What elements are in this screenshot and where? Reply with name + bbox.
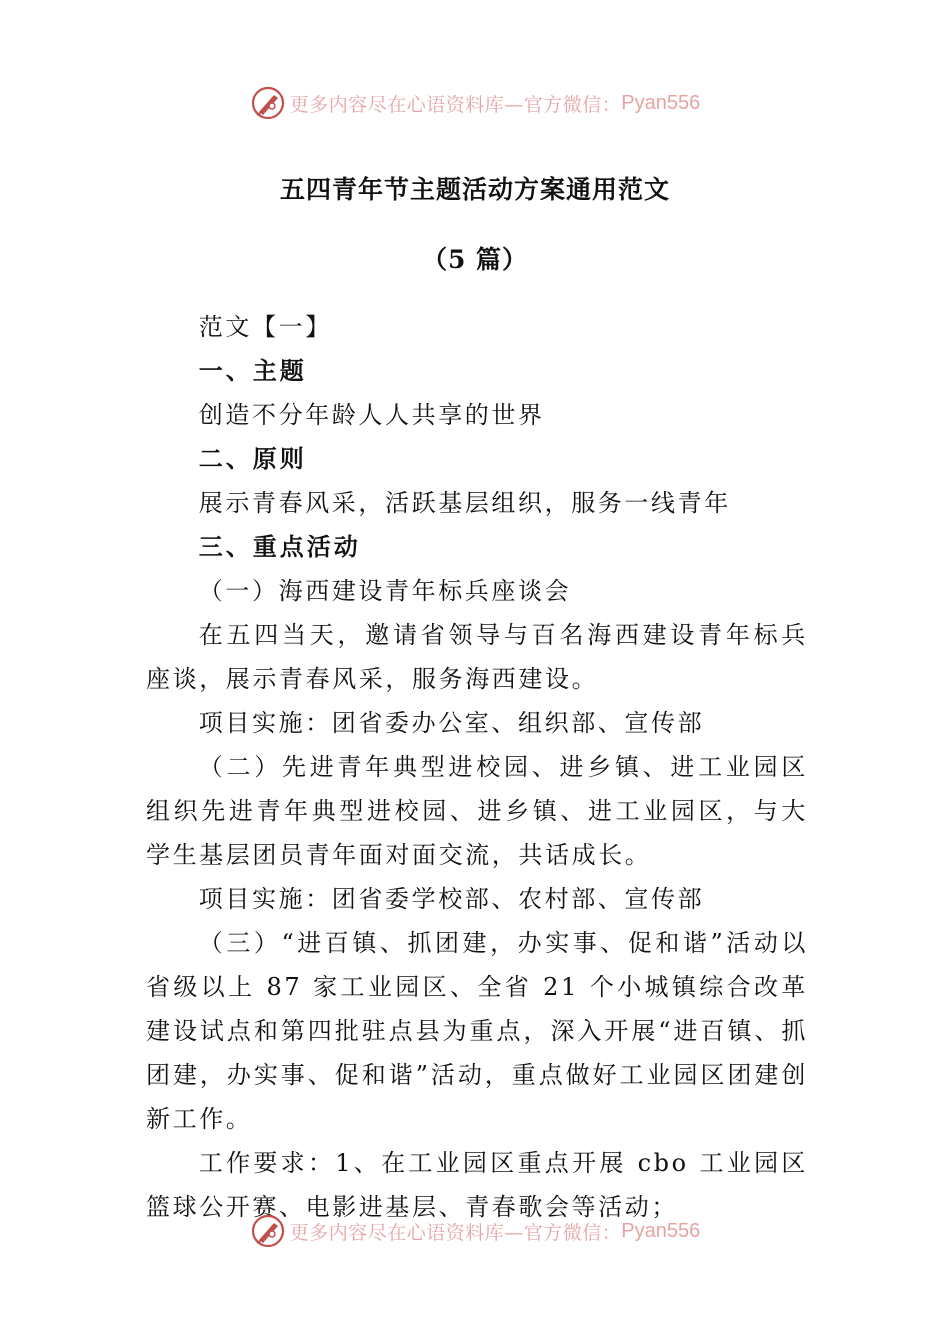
heading-principle: 二、原则 <box>198 444 307 473</box>
header-watermark-banner <box>0 83 950 123</box>
section-label: 范文【一】 <box>198 313 332 341</box>
heading-theme: 一、主题 <box>198 356 307 385</box>
activity-3-body: （三）“进百镇、抓团建，办实事、促和谐”活动以省级以上 87 家工业园区、全省 21 个小城镇综合改革建设试点和第四批驻点县为重点，深入开展“进百镇、抓团建，办实事、促和谐”活动，重点做好工业园区团建创新工作。 <box>146 929 808 1133</box>
watermark-text: 更多内容尽在心语资料库—官方微信： <box>289 1221 622 1244</box>
activity-1-implementation: 项目实施：团省委办公室、组织部、宣传部 <box>198 709 705 737</box>
activity-1-title: （一）海西建设青年标兵座谈会 <box>198 577 572 605</box>
work-requirements: 工作要求：1、在工业园区重点开展 cbo 工业园区篮球公开赛、电影进基层、青春歌会等活动； <box>146 1149 808 1221</box>
activity-1-body: 在五四当天，邀请省领导与百名海西建设青年标兵座谈，展示青春风采，服务海西建设。 <box>146 621 808 693</box>
paragraph-theme: 创造不分年龄人人共享的世界 <box>198 401 545 429</box>
heading-key-activities: 三、重点活动 <box>198 532 361 561</box>
footer-watermark-banner <box>0 1211 950 1251</box>
watermark-text: 更多内容尽在心语资料库—官方微信： <box>289 93 622 116</box>
document-subtitle: （5 篇） <box>421 245 529 274</box>
activity-2-implementation: 项目实施：团省委学校部、农村部、宣传部 <box>198 885 705 913</box>
watermark-handle: Pyan556 <box>621 91 701 114</box>
paragraph-principle: 展示青春风采，活跃基层组织，服务一线青年 <box>198 489 731 517</box>
document-title: 五四青年节主题活动方案通用范文 <box>279 175 670 204</box>
pen-logo-icon <box>250 1213 286 1249</box>
watermark-handle: Pyan556 <box>621 1219 701 1242</box>
activity-2-body: （二）先进青年典型进校园、进乡镇、进工业园区组织先进青年典型进校园、进乡镇、进工业园区，与大学生基层团员青年面对面交流，共话成长。 <box>146 753 808 869</box>
document-body <box>146 305 808 1229</box>
pen-logo-icon <box>250 85 286 121</box>
